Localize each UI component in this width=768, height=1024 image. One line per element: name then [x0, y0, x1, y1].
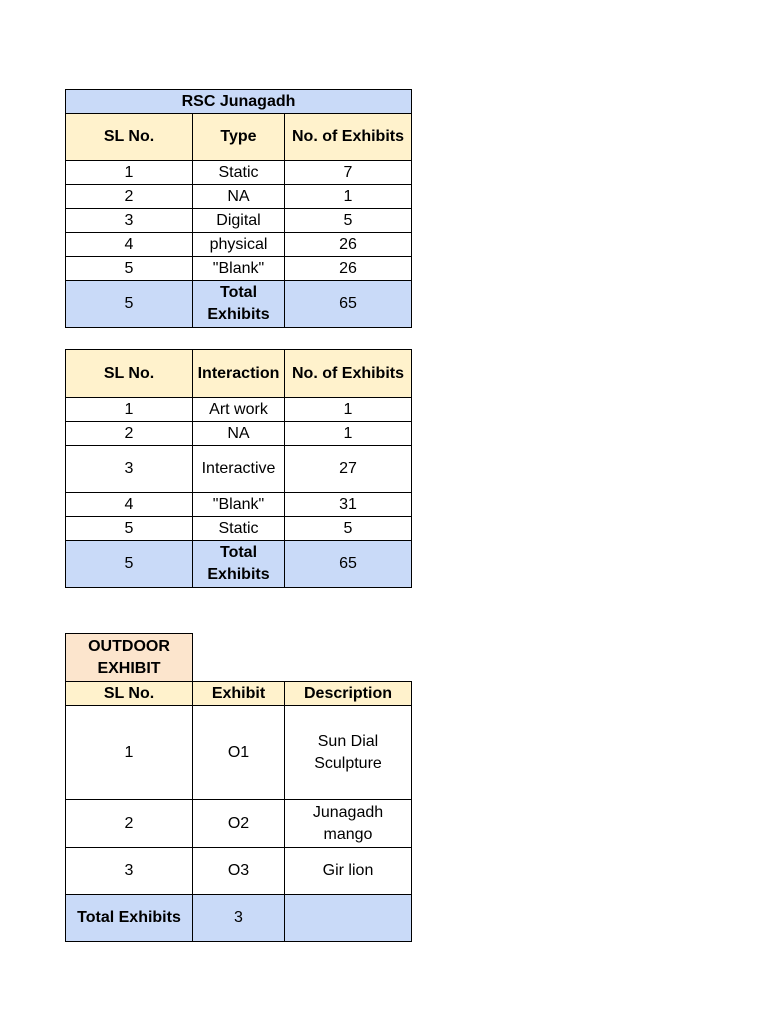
total-count: 65: [285, 541, 412, 588]
table-row: [66, 493, 412, 517]
header-sl-no: SL No.: [66, 682, 193, 706]
cell-sl: 1: [66, 706, 193, 800]
empty-cell: [285, 634, 412, 682]
cell-interaction: "Blank": [193, 493, 285, 517]
cell-description: Junagadh mango: [285, 800, 412, 848]
cell-interaction: NA: [193, 422, 285, 446]
total-row: [66, 541, 412, 588]
header-no-of-exhibits: No. of Exhibits: [285, 114, 412, 161]
cell-count: 26: [285, 233, 412, 257]
cell-type: physical: [193, 233, 285, 257]
total-label: Total Exhibits: [193, 541, 285, 588]
header-sl-no: SL No.: [66, 114, 193, 161]
cell-description: Gir lion: [285, 848, 412, 895]
cell-sl: 4: [66, 233, 193, 257]
header-no-of-exhibits: No. of Exhibits: [285, 350, 412, 398]
cell-count: 27: [285, 446, 412, 493]
cell-count: 1: [285, 398, 412, 422]
header-sl-no: SL No.: [66, 350, 193, 398]
cell-type: Digital: [193, 209, 285, 233]
cell-count: 5: [285, 209, 412, 233]
cell-interaction: Art work: [193, 398, 285, 422]
cell-type: "Blank": [193, 257, 285, 281]
cell-sl: 2: [66, 800, 193, 848]
cell-sl: 3: [66, 446, 193, 493]
header-interaction: Interaction: [193, 350, 285, 398]
cell-sl: 3: [66, 848, 193, 895]
cell-count: 1: [285, 422, 412, 446]
outdoor-exhibit-title: OUTDOOR EXHIBIT: [66, 634, 193, 682]
cell-exhibit: O1: [193, 706, 285, 800]
cell-exhibit: O2: [193, 800, 285, 848]
table-row: [66, 706, 412, 800]
cell-count: 26: [285, 257, 412, 281]
cell-sl: 3: [66, 209, 193, 233]
cell-sl: 1: [66, 398, 193, 422]
cell-count: 1: [285, 185, 412, 209]
cell-count: 7: [285, 161, 412, 185]
total-row: [66, 895, 412, 942]
header-exhibit: Exhibit: [193, 682, 285, 706]
cell-interaction: Interactive: [193, 446, 285, 493]
interaction-table: [65, 349, 412, 588]
cell-sl: 5: [66, 517, 193, 541]
table-row: [66, 446, 412, 493]
total-sl: 5: [66, 541, 193, 588]
table-row: [66, 398, 412, 422]
cell-sl: 1: [66, 161, 193, 185]
cell-count: 5: [285, 517, 412, 541]
table-row: [66, 209, 412, 233]
table-title: RSC Junagadh: [66, 90, 412, 114]
table-row: [66, 422, 412, 446]
table-row: [66, 517, 412, 541]
cell-type: Static: [193, 161, 285, 185]
total-row: [66, 281, 412, 328]
table-row: [66, 233, 412, 257]
outdoor-exhibit-table: [65, 633, 412, 942]
cell-description: Sun Dial Sculpture: [285, 706, 412, 800]
table-row: [66, 257, 412, 281]
cell-sl: 2: [66, 422, 193, 446]
cell-count: 31: [285, 493, 412, 517]
total-sl: 5: [66, 281, 193, 328]
cell-sl: 4: [66, 493, 193, 517]
cell-sl: 5: [66, 257, 193, 281]
table-row: [66, 161, 412, 185]
cell-type: NA: [193, 185, 285, 209]
total-label: Total Exhibits: [193, 281, 285, 328]
total-count: 65: [285, 281, 412, 328]
header-type: Type: [193, 114, 285, 161]
rsc-junagadh-table: [65, 89, 412, 328]
table-row: [66, 185, 412, 209]
empty-cell: [193, 634, 285, 682]
total-label: Total Exhibits: [66, 895, 193, 942]
table-row: [66, 848, 412, 895]
total-count: 3: [193, 895, 285, 942]
header-description: Description: [285, 682, 412, 706]
cell-interaction: Static: [193, 517, 285, 541]
total-description: [285, 895, 412, 942]
table-row: [66, 800, 412, 848]
cell-exhibit: O3: [193, 848, 285, 895]
cell-sl: 2: [66, 185, 193, 209]
